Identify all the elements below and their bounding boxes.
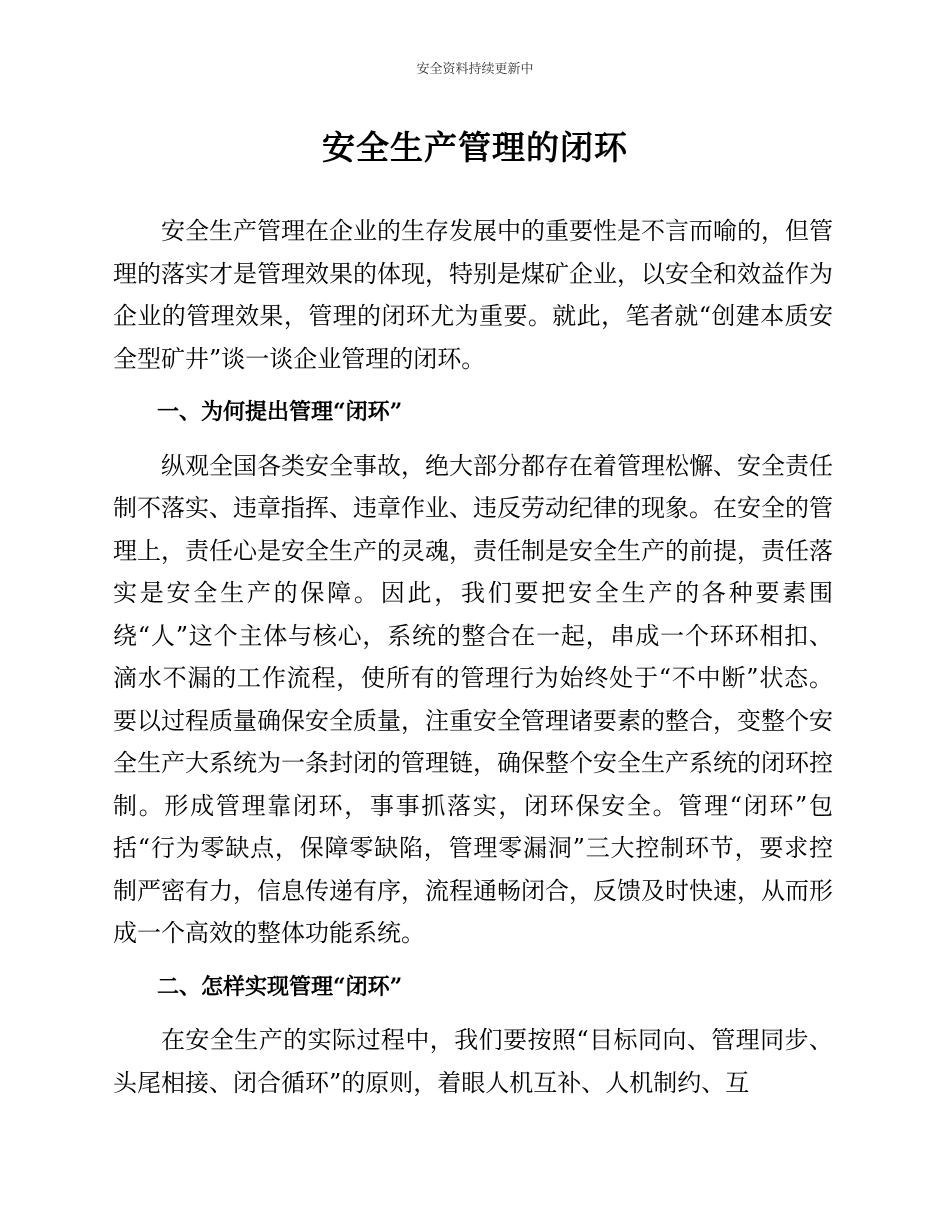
section-1-paragraph: 纵观全国各类安全事故，绝大部分都存在着管理松懈、安全责任制不落实、违章指挥、违章作业、违反劳动纪律的现象。在安全的管理上，责任心是安全生产的灵魂，责任制是安全生产的前提，责任落实是安全生产的保障。因此，我们要把安全生产的各种要素围绕“人”这个主体与核心，系统的整合在一起，串成一个环环相扣、滴水不漏的工作流程，使所有的管理行为始终处于“不中断”状态。要以过程质量确保安全质量，注重安全管理诸要素的整合，变整个安全生产大系统为一条封闭的管理链，确保整个安全生产系统的闭环控制。形成管理靠闭环，事事抓落实，闭环保安全。管理“闭环”包括“行为零缺点，保障零缺陷，管理零漏洞”三大控制环节，要求控制严密有力，信息传递有序，流程通畅闭合，反馈及时快速，从而形成一个高效的整体功能系统。 <box>113 451 833 947</box>
section-2-paragraph: 在安全生产的实际过程中，我们要按照“目标同向、管理同步、头尾相接、闭合循环”的原则，着眼人机互补、人机制约、互 <box>113 1026 833 1097</box>
section-1-heading: 一、为何提出管理“闭环” <box>157 399 403 425</box>
intro-paragraph: 安全生产管理在企业的生存发展中的重要性是不言而喻的，但管理的落实才是管理效果的体现，特别是煤矿企业，以安全和效益作为企业的管理效果，管理的闭环尤为重要。就此，笔者就“创建本质安全型矿井”谈一谈企业管理的闭环。 <box>113 217 833 373</box>
section-2-heading: 二、怎样实现管理“闭环” <box>157 973 403 1000</box>
document-body <box>113 210 833 1115</box>
document-title: 安全生产管理的闭环 <box>322 128 628 167</box>
running-header: 安全资料持续更新中 <box>416 62 534 77</box>
